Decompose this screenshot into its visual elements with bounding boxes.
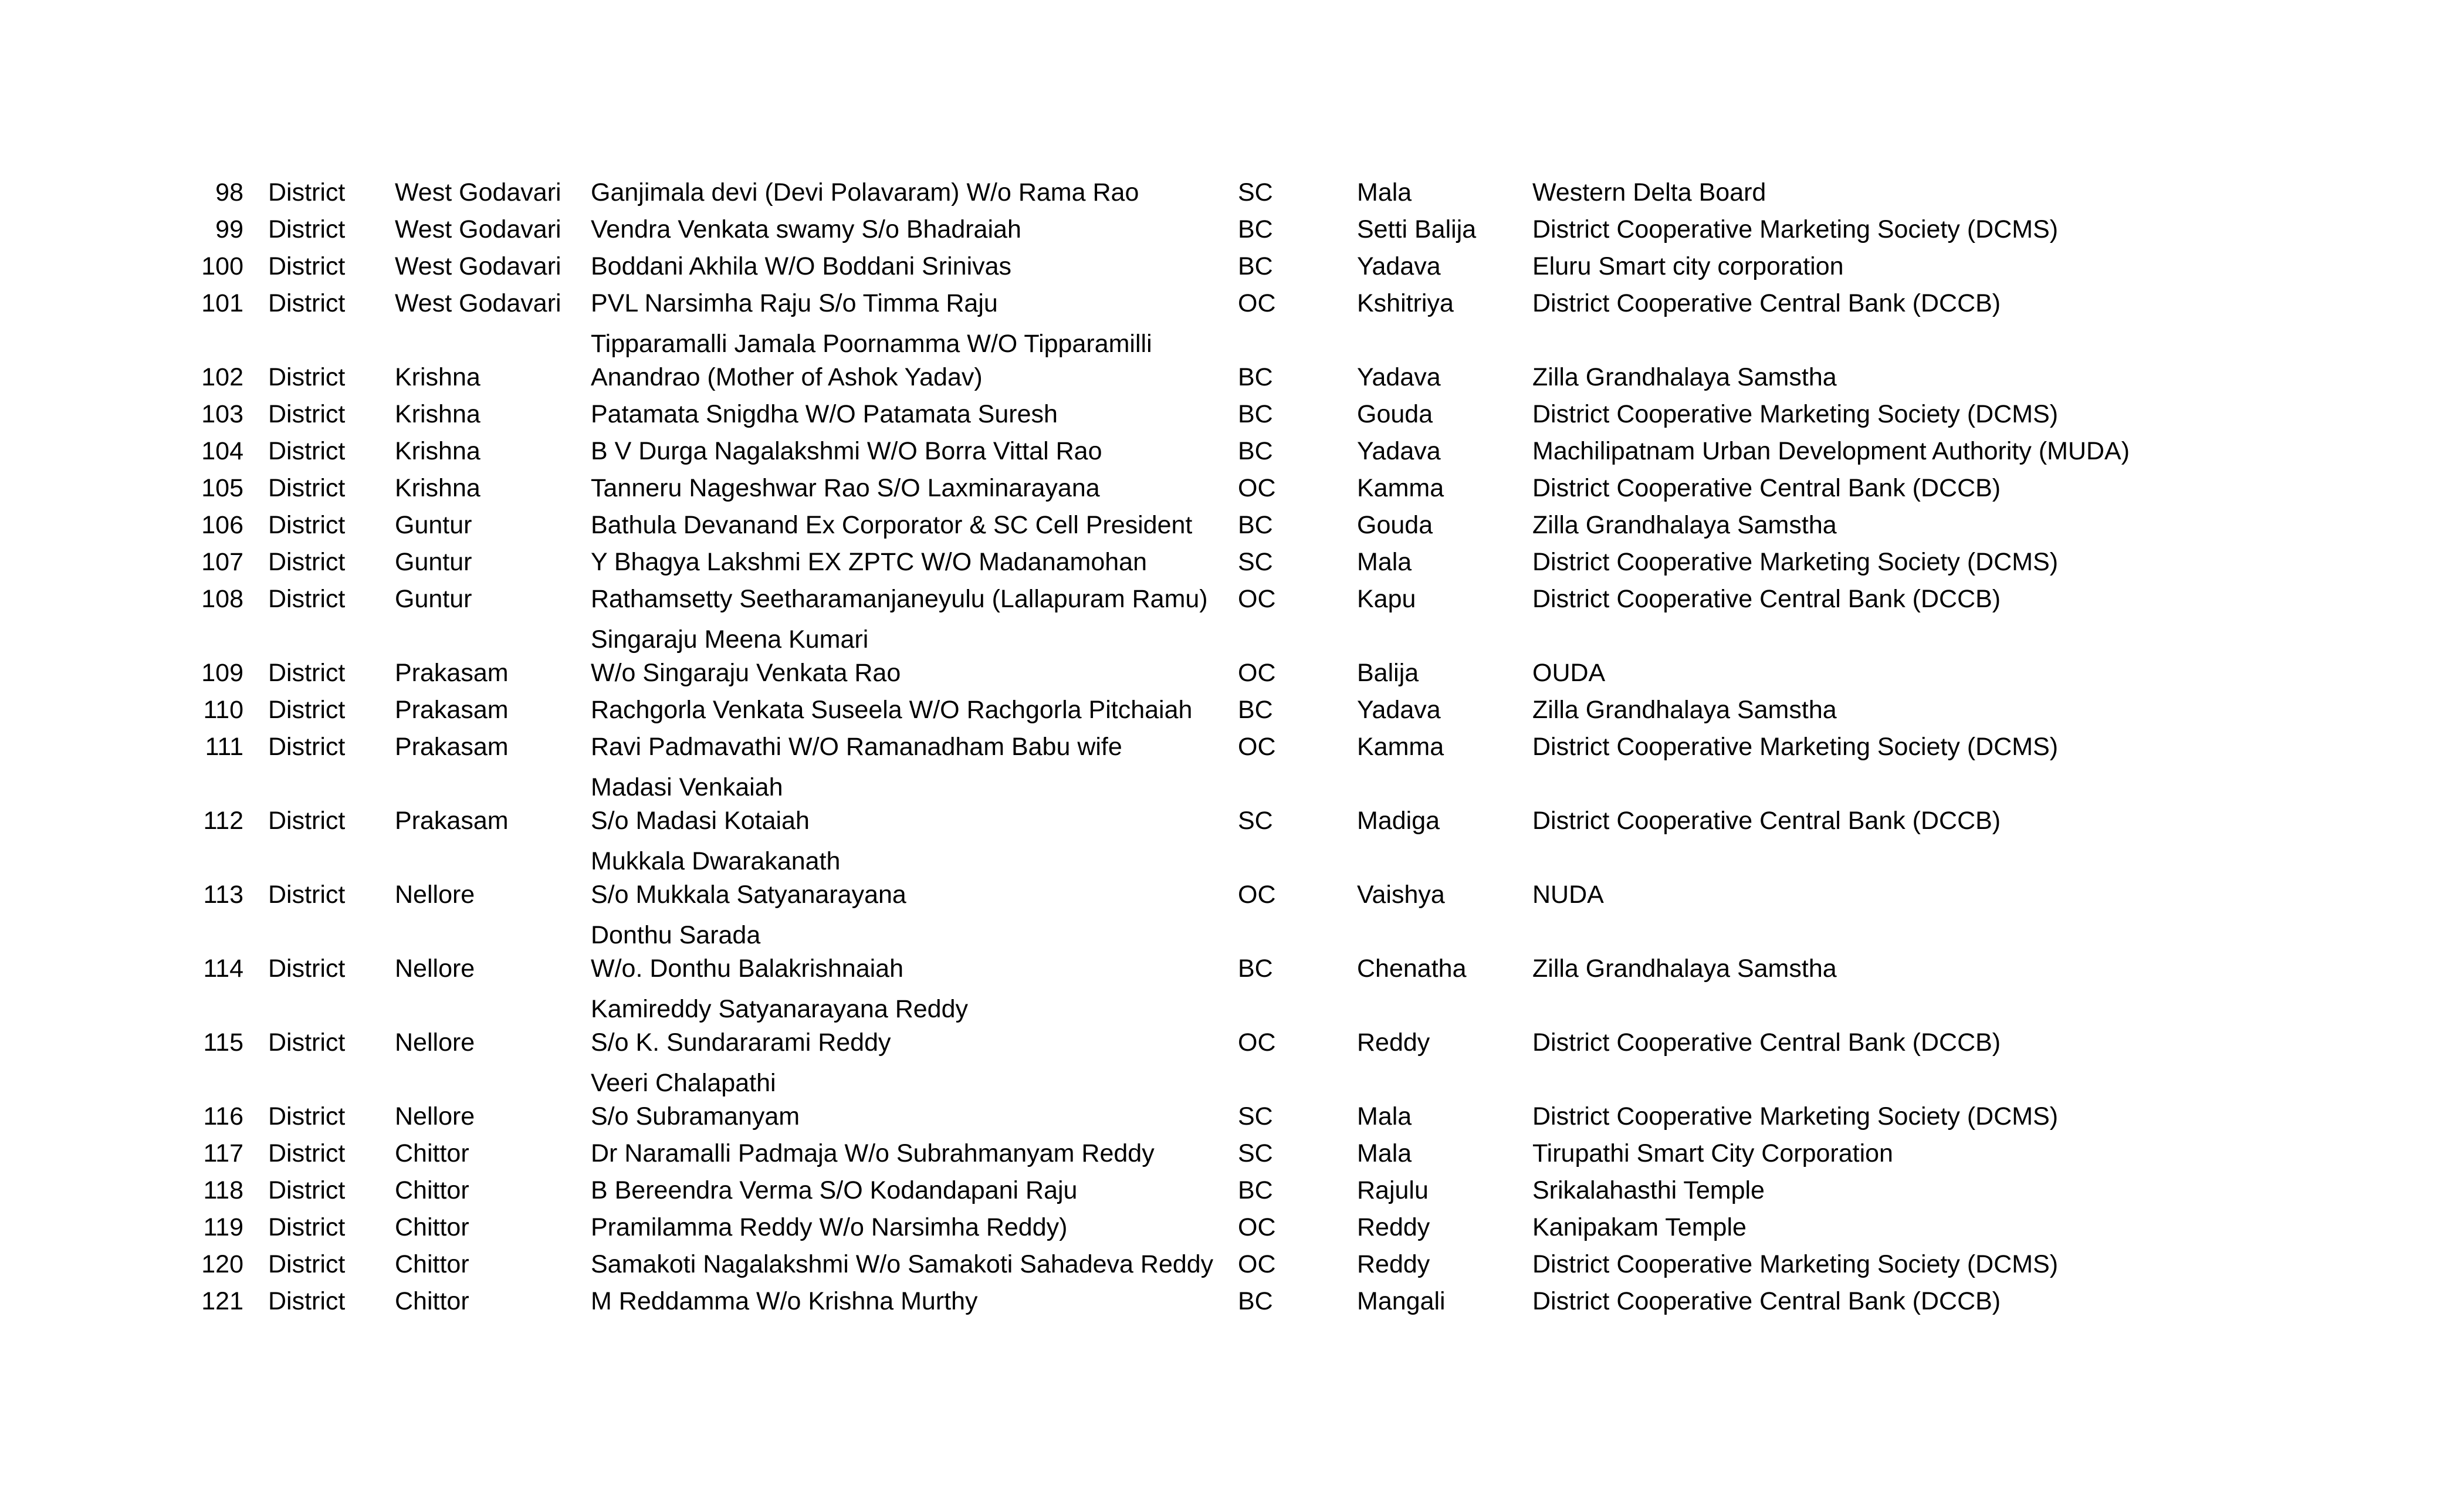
organization-cell: Zilla Grandhalaya Samstha [1532, 696, 1837, 724]
district-cell: Prakasam [395, 659, 509, 687]
table-row [0, 398, 2464, 435]
level-cell: District [268, 807, 346, 835]
serial-number-cell: 107 [201, 548, 243, 576]
name-cell [591, 1174, 1077, 1207]
table-row [0, 213, 2464, 250]
table-row [0, 620, 2464, 693]
name-line: B Bereendra Verma S/O Kodandapani Raju [591, 1176, 1078, 1204]
caste-cell: Yadava [1357, 437, 1441, 465]
level-cell: District [268, 881, 346, 909]
organization-cell: District Cooperative Marketing Society (DCMS) [1532, 733, 2059, 761]
name-line: PVL Narsimha Raju S/o Timma Raju [591, 289, 998, 317]
table-row [0, 767, 2464, 841]
level-cell: District [268, 659, 346, 687]
serial-number-cell: 119 [203, 1213, 243, 1241]
level-cell: District [268, 1028, 346, 1057]
serial-number-cell: 111 [205, 733, 243, 761]
category-cell: BC [1238, 696, 1273, 724]
table-row [0, 250, 2464, 287]
name-cell [591, 1285, 978, 1318]
category-cell: BC [1238, 252, 1273, 280]
level-cell: District [268, 252, 346, 280]
serial-number-cell: 120 [201, 1250, 243, 1278]
organization-cell: District Cooperative Central Bank (DCCB) [1532, 474, 2001, 502]
name-cell [591, 546, 1147, 579]
category-cell: OC [1238, 585, 1276, 613]
name-line: S/o Mukkala Satyanarayana [591, 881, 906, 909]
district-cell: Krishna [395, 363, 480, 391]
level-cell: District [268, 1287, 346, 1315]
district-cell: Chittor [395, 1176, 469, 1204]
organization-cell: District Cooperative Central Bank (DCCB) [1532, 1028, 2001, 1057]
name-line: Ganjimala devi (Devi Polavaram) W/o Rama Rao [591, 178, 1139, 207]
caste-cell: Chenatha [1357, 955, 1467, 983]
caste-cell: Gouda [1357, 400, 1433, 428]
caste-cell: Reddy [1357, 1213, 1430, 1241]
district-cell: Chittor [395, 1139, 469, 1167]
serial-number-cell: 99 [215, 215, 243, 243]
name-line: Y Bhagya Lakshmi EX ZPTC W/O Madanamohan [591, 548, 1148, 576]
name-line: Boddani Akhila W/O Boddani Srinivas [591, 252, 1012, 280]
organization-cell: District Cooperative Marketing Society (DCMS) [1532, 1250, 2059, 1278]
category-cell: BC [1238, 215, 1273, 243]
category-cell: OC [1238, 733, 1276, 761]
table-row [0, 915, 2464, 989]
organization-cell: Zilla Grandhalaya Samstha [1532, 511, 1837, 539]
name-line: Tanneru Nageshwar Rao S/O Laxminarayana [591, 474, 1100, 502]
serial-number-cell: 121 [201, 1287, 243, 1315]
category-cell: BC [1238, 511, 1273, 539]
level-cell: District [268, 733, 346, 761]
name-cell [591, 919, 903, 986]
category-cell: BC [1238, 437, 1273, 465]
level-cell: District [268, 548, 346, 576]
serial-number-cell: 116 [203, 1102, 243, 1131]
level-cell: District [268, 474, 346, 502]
name-cell [591, 213, 1021, 246]
organization-cell: OUDA [1532, 659, 1606, 687]
category-cell: OC [1238, 289, 1276, 317]
organization-cell: District Cooperative Marketing Society (DCMS) [1532, 548, 2059, 576]
organization-cell: District Cooperative Central Bank (DCCB) [1532, 585, 2001, 613]
name-line: Rathamsetty Seetharamanjaneyulu (Lallapuram Ramu) [591, 585, 1208, 613]
organization-cell: District Cooperative Central Bank (DCCB) [1532, 289, 2001, 317]
name-cell [591, 472, 1100, 505]
caste-cell: Yadava [1357, 363, 1441, 391]
district-cell: West Godavari [395, 252, 561, 280]
organization-cell: Zilla Grandhalaya Samstha [1532, 363, 1837, 391]
name-cell [591, 993, 968, 1060]
organization-cell: Zilla Grandhalaya Samstha [1532, 955, 1837, 983]
caste-cell: Mala [1357, 178, 1412, 207]
name-line: Pramilamma Reddy W/o Narsimha Reddy) [591, 1213, 1068, 1241]
district-cell: Nellore [395, 1102, 475, 1131]
name-line: Mukkala Dwarakanath [591, 847, 841, 875]
name-cell [591, 623, 901, 690]
category-cell: BC [1238, 1287, 1273, 1315]
name-line: W/o. Donthu Balakrishnaiah [591, 955, 904, 983]
organization-cell: Tirupathi Smart City Corporation [1532, 1139, 1893, 1167]
name-cell [591, 1137, 1155, 1170]
name-cell [591, 398, 1058, 431]
name-line: Bathula Devanand Ex Corporator & SC Cell President [591, 511, 1193, 539]
level-cell: District [268, 363, 346, 391]
level-cell: District [268, 437, 346, 465]
name-line: Kamireddy Satyanarayana Reddy [591, 995, 968, 1023]
district-cell: Prakasam [395, 696, 509, 724]
serial-number-cell: 114 [203, 955, 243, 983]
name-line: Samakoti Nagalakshmi W/o Samakoti Sahadeva Reddy [591, 1250, 1214, 1278]
caste-cell: Setti Balija [1357, 215, 1477, 243]
table-row [0, 730, 2464, 767]
caste-cell: Rajulu [1357, 1176, 1429, 1204]
level-cell: District [268, 511, 346, 539]
name-cell [591, 771, 810, 838]
caste-cell: Reddy [1357, 1028, 1430, 1057]
table-row [0, 1211, 2464, 1248]
category-cell: OC [1238, 1250, 1276, 1278]
category-cell: OC [1238, 1213, 1276, 1241]
district-cell: Krishna [395, 400, 480, 428]
serial-number-cell: 113 [203, 881, 243, 909]
table-row [0, 324, 2464, 398]
table-row [0, 1137, 2464, 1174]
caste-cell: Kapu [1357, 585, 1416, 613]
category-cell: SC [1238, 178, 1273, 207]
category-cell: OC [1238, 1028, 1276, 1057]
name-line: Patamata Snigdha W/O Patamata Suresh [591, 400, 1058, 428]
level-cell: District [268, 400, 346, 428]
serial-number-cell: 115 [203, 1028, 243, 1057]
name-line: M Reddamma W/o Krishna Murthy [591, 1287, 978, 1315]
district-cell: Prakasam [395, 807, 509, 835]
district-cell: Krishna [395, 474, 480, 502]
name-cell [591, 287, 998, 320]
category-cell: OC [1238, 881, 1276, 909]
name-cell [591, 1248, 1213, 1281]
appointments-table [0, 176, 2464, 1322]
organization-cell: District Cooperative Marketing Society (DCMS) [1532, 1102, 2059, 1131]
table-row [0, 583, 2464, 620]
caste-cell: Vaishya [1357, 881, 1445, 909]
caste-cell: Mangali [1357, 1287, 1446, 1315]
district-cell: West Godavari [395, 289, 561, 317]
category-cell: BC [1238, 955, 1273, 983]
table-row [0, 546, 2464, 583]
district-cell: Chittor [395, 1250, 469, 1278]
name-cell [591, 176, 1139, 209]
level-cell: District [268, 215, 346, 243]
serial-number-cell: 102 [201, 363, 243, 391]
serial-number-cell: 101 [201, 289, 243, 317]
name-line: Singaraju Meena Kumari [591, 625, 869, 654]
level-cell: District [268, 955, 346, 983]
category-cell: SC [1238, 548, 1273, 576]
serial-number-cell: 118 [203, 1176, 243, 1204]
serial-number-cell: 100 [201, 252, 243, 280]
caste-cell: Balija [1357, 659, 1419, 687]
caste-cell: Mala [1357, 1102, 1412, 1131]
name-line: Vendra Venkata swamy S/o Bhadraiah [591, 215, 1021, 243]
serial-number-cell: 112 [203, 807, 243, 835]
caste-cell: Kamma [1357, 474, 1444, 502]
serial-number-cell: 110 [203, 696, 243, 724]
level-cell: District [268, 1176, 346, 1204]
serial-number-cell: 106 [201, 511, 243, 539]
serial-number-cell: 117 [203, 1139, 243, 1167]
district-cell: Prakasam [395, 733, 509, 761]
name-cell [591, 845, 906, 912]
name-line: S/o Subramanyam [591, 1102, 800, 1131]
caste-cell: Mala [1357, 548, 1412, 576]
name-cell [591, 583, 1208, 616]
caste-cell: Mala [1357, 1139, 1412, 1167]
level-cell: District [268, 1139, 346, 1167]
serial-number-cell: 104 [201, 437, 243, 465]
serial-number-cell: 98 [215, 178, 243, 207]
district-cell: Nellore [395, 955, 475, 983]
name-line: Ravi Padmavathi W/O Ramanadham Babu wife [591, 733, 1122, 761]
category-cell: SC [1238, 807, 1273, 835]
name-cell [591, 730, 1122, 764]
level-cell: District [268, 289, 346, 317]
district-cell: Chittor [395, 1213, 469, 1241]
table-row [0, 509, 2464, 546]
caste-cell: Yadava [1357, 252, 1441, 280]
table-row [0, 472, 2464, 509]
name-line: Veeri Chalapathi [591, 1069, 776, 1097]
table-row [0, 1174, 2464, 1211]
organization-cell: NUDA [1532, 881, 1604, 909]
level-cell: District [268, 1102, 346, 1131]
name-line: B V Durga Nagalakshmi W/O Borra Vittal Rao [591, 437, 1102, 465]
table-row [0, 435, 2464, 472]
name-line: Madasi Venkaiah [591, 773, 783, 801]
name-cell [591, 693, 1192, 727]
table-row [0, 1285, 2464, 1322]
category-cell: BC [1238, 400, 1273, 428]
table-row [0, 693, 2464, 730]
level-cell: District [268, 1213, 346, 1241]
district-cell: Chittor [395, 1287, 469, 1315]
name-line: S/o Madasi Kotaiah [591, 807, 810, 835]
name-cell [591, 250, 1011, 283]
level-cell: District [268, 178, 346, 207]
table-row [0, 1063, 2464, 1137]
category-cell: OC [1238, 474, 1276, 502]
table-row [0, 287, 2464, 324]
category-cell: SC [1238, 1139, 1273, 1167]
name-line: Donthu Sarada [591, 921, 761, 949]
district-cell: Nellore [395, 1028, 475, 1057]
caste-cell: Madiga [1357, 807, 1440, 835]
organization-cell: Eluru Smart city corporation [1532, 252, 1844, 280]
district-cell: Guntur [395, 585, 472, 613]
organization-cell: Machilipatnam Urban Development Authority (MUDA) [1532, 437, 2130, 465]
caste-cell: Gouda [1357, 511, 1433, 539]
organization-cell: District Cooperative Marketing Society (DCMS) [1532, 215, 2059, 243]
table-row [0, 989, 2464, 1063]
serial-number-cell: 103 [201, 400, 243, 428]
table-row [0, 176, 2464, 213]
district-cell: Guntur [395, 511, 472, 539]
name-line: Tipparamalli Jamala Poornamma W/O Tipparamilli [591, 330, 1152, 358]
level-cell: District [268, 1250, 346, 1278]
organization-cell: Srikalahasthi Temple [1532, 1176, 1765, 1204]
name-cell [591, 327, 1152, 394]
table-row [0, 841, 2464, 915]
name-line: Anandrao (Mother of Ashok Yadav) [591, 363, 983, 391]
caste-cell: Reddy [1357, 1250, 1430, 1278]
name-cell [591, 1211, 1067, 1244]
organization-cell: Western Delta Board [1532, 178, 1766, 207]
district-cell: Guntur [395, 548, 472, 576]
level-cell: District [268, 585, 346, 613]
organization-cell: Kanipakam Temple [1532, 1213, 1747, 1241]
caste-cell: Yadava [1357, 696, 1441, 724]
organization-cell: District Cooperative Marketing Society (DCMS) [1532, 400, 2059, 428]
organization-cell: District Cooperative Central Bank (DCCB) [1532, 1287, 2001, 1315]
name-line: Rachgorla Venkata Suseela W/O Rachgorla Pitchaiah [591, 696, 1193, 724]
district-cell: West Godavari [395, 215, 561, 243]
name-line: S/o K. Sundararami Reddy [591, 1028, 891, 1057]
category-cell: OC [1238, 659, 1276, 687]
district-cell: West Godavari [395, 178, 561, 207]
organization-cell: District Cooperative Central Bank (DCCB) [1532, 807, 2001, 835]
caste-cell: Kshitriya [1357, 289, 1454, 317]
district-cell: Krishna [395, 437, 480, 465]
serial-number-cell: 108 [201, 585, 243, 613]
name-cell [591, 1067, 800, 1133]
name-line: Dr Naramalli Padmaja W/o Subrahmanyam Reddy [591, 1139, 1155, 1167]
category-cell: BC [1238, 363, 1273, 391]
level-cell: District [268, 696, 346, 724]
name-cell [591, 435, 1102, 468]
caste-cell: Kamma [1357, 733, 1444, 761]
serial-number-cell: 105 [201, 474, 243, 502]
district-cell: Nellore [395, 881, 475, 909]
name-cell [591, 509, 1192, 542]
category-cell: SC [1238, 1102, 1273, 1131]
table-row [0, 1248, 2464, 1285]
name-line: W/o Singaraju Venkata Rao [591, 659, 901, 687]
category-cell: BC [1238, 1176, 1273, 1204]
serial-number-cell: 109 [201, 659, 243, 687]
